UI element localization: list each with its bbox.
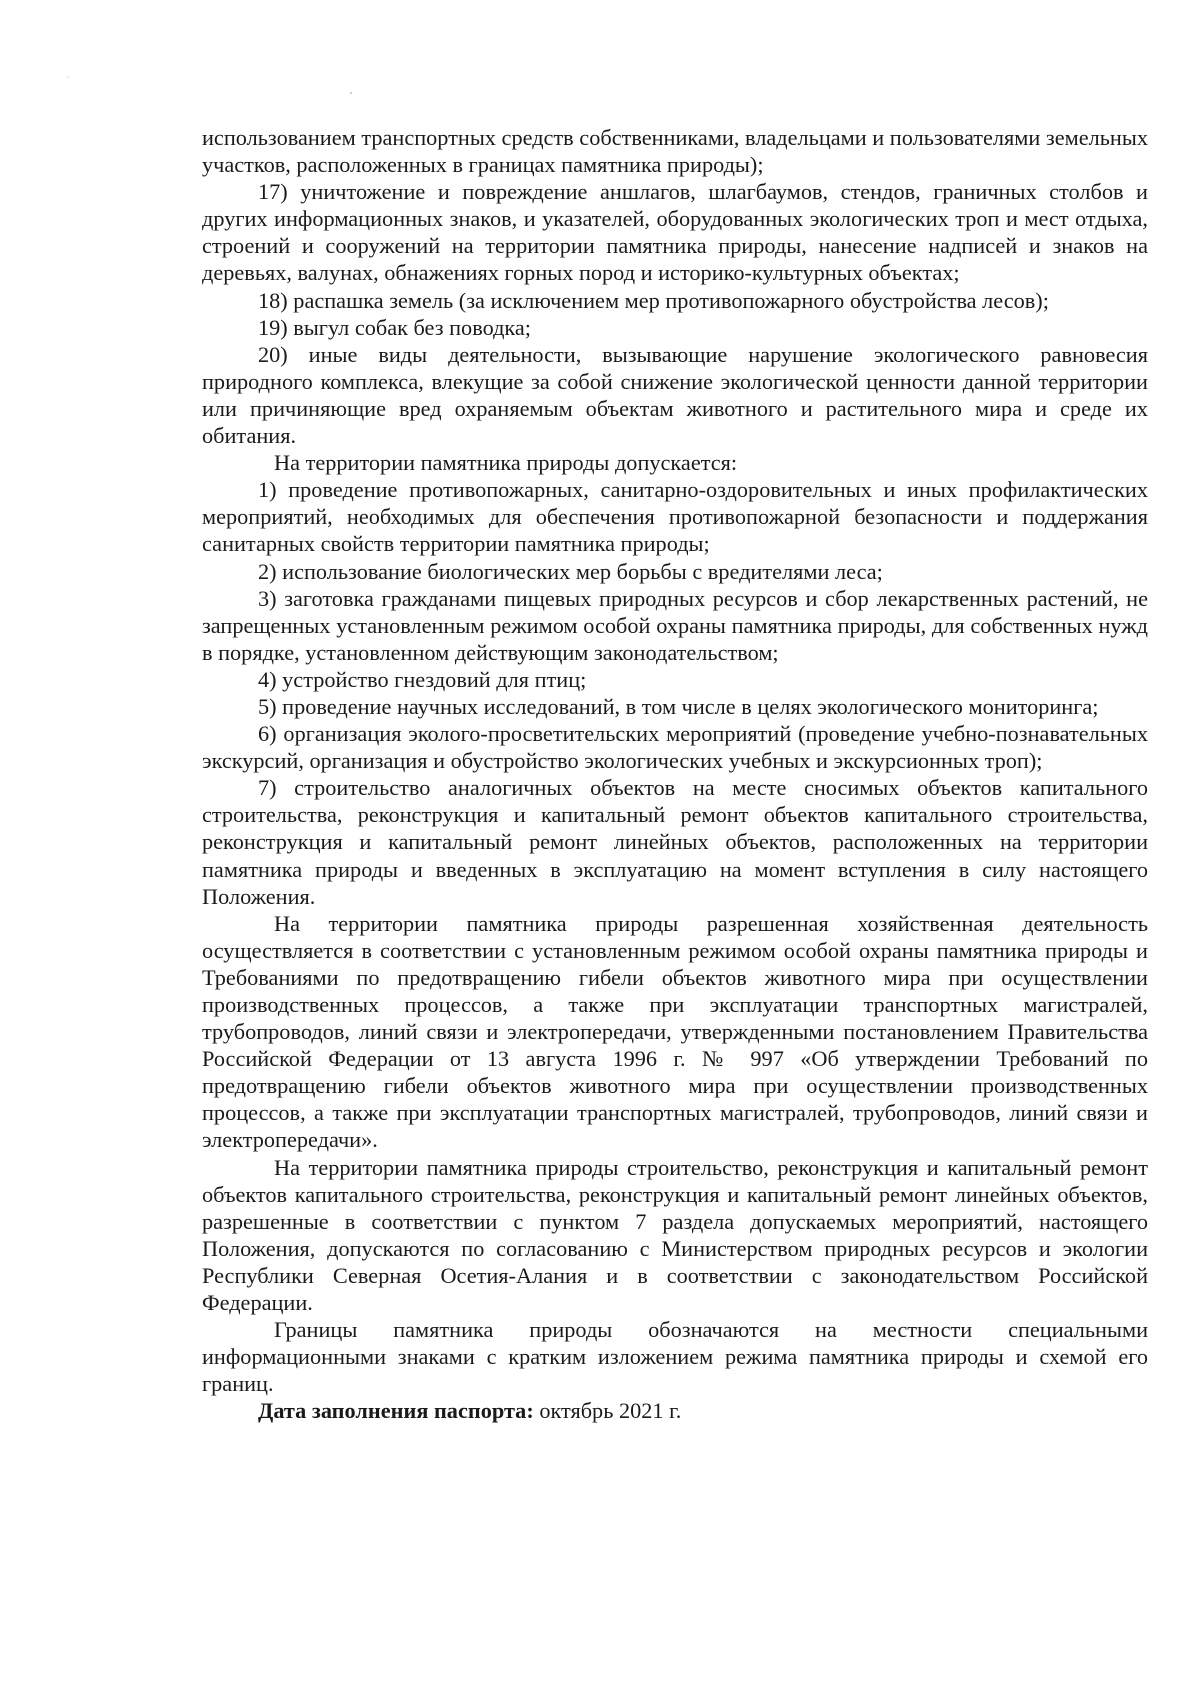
list-item-19: 19) выгул собак без поводка; xyxy=(258,314,532,340)
paragraph-continuation: использованием транспортных средств собственниками, владельцами и пользователями земельных участков, расположенных в границах памятника природы); xyxy=(202,125,1148,178)
list-item-20: 20) иные виды деятельности, вызывающие нарушение экологического равновесия природного комплекса, влекущие за собой снижение экологической ценности данной территории или причиняющие вред охраняемым объектам животного и растительного мира и среде их обитания. xyxy=(202,341,1148,449)
scan-speck: ˊ xyxy=(348,92,353,103)
permitted-item-7: 7) строительство аналогичных объектов на месте сносимых объектов капитального строительства, реконструкция и капитальный ремонт объектов капитального строительства, реконструкция и капитальный ремонт линейных объектов, расположенных на территории памятника природы и введенных в эксплуатацию на момент вступления в силу настоящего Положения. xyxy=(202,775,1148,909)
permitted-item-1: 1) проведение противопожарных, санитарно-оздоровительных и иных профилактических мероприятий, необходимых для обеспечения противопожарной безопасности и поддержания санитарных свойств территории памятника природы; xyxy=(202,477,1148,557)
document-page xyxy=(202,124,1148,1425)
permitted-item-6: 6) организация эколого-просветительских мероприятий (проведение учебно-познавательных экскурсий, организация и обустройство экологических учебных и экскурсионных троп); xyxy=(202,721,1148,774)
permitted-item-3: 3) заготовка гражданами пищевых природных ресурсов и сбор лекарственных растений, не запрещенных установленным режимом особой охраны памятника природы, для собственных нужд в порядке, установленном действующим законодательством; xyxy=(202,585,1148,665)
list-item-18: 18) распашка земель (за исключением мер противопожарного обустройства лесов); xyxy=(258,287,1049,313)
list-item-17: 17) уничтожение и повреждение аншлагов, шлагбаумов, стендов, граничных столбов и других информационных знаков, и указателей, оборудованных экологических троп и мест отдыха, строений и сооружений на территории памятника природы, нанесение надписей и знаков на деревьях, валунах, обнажениях горных пород и историко-культурных объектах; xyxy=(202,179,1148,286)
permitted-heading: На территории памятника природы допускается: xyxy=(274,450,738,476)
permitted-item-2: 2) использование биологических мер борьбы с вредителями леса; xyxy=(258,558,883,584)
permitted-item-4: 4) устройство гнездовий для птиц; xyxy=(258,666,587,692)
permitted-item-5: 5) проведение научных исследований, в том числе в целях экологического мониторинга; xyxy=(258,693,1099,719)
economic-activity-paragraph: На территории памятника природы разрешенная хозяйственная деятельность осуществляется в соответствии с установленным режимом особой охраны памятника природы и Требованиями по предотвращению гибели объектов животного мира при осуществлении производственных процессов, а также при эксплуатации транспортных магистралей, трубопроводов, линий связи и электропередачи, утвержденными постановлением Правительства Российской Федерации от 13 августа 1996 г. № 997 «Об утверждении Требований по предотвращению гибели объектов животного мира при осуществлении производственных процессов, а также при эксплуатации транспортных магистралей, трубопроводов, линий связи и электропередачи». xyxy=(202,910,1148,1153)
fill-date-label: Дата заполнения паспорта: xyxy=(258,1398,534,1424)
scan-speck: ˊ xyxy=(66,76,70,85)
fill-date-value: октябрь 2021 г. xyxy=(533,1398,682,1424)
construction-paragraph: На территории памятника природы строительство, реконструкция и капитальный ремонт объектов капитального строительства, реконструкция и капитальный ремонт линейных объектов, разрешенные в соответствии с пунктом 7 раздела допускаемых мероприятий, настоящего Положения, допускаются по согласованию с Министерством природных ресурсов и экологии Республики Северная Осетия-Алания и в соответствии с законодательством Российской Федерации. xyxy=(202,1154,1148,1316)
fill-date-line xyxy=(202,1397,1148,1424)
boundaries-paragraph: Границы памятника природы обозначаются на местности специальными информационными знаками с кратким изложением режима памятника природы и схемой его границ. xyxy=(202,1317,1148,1397)
